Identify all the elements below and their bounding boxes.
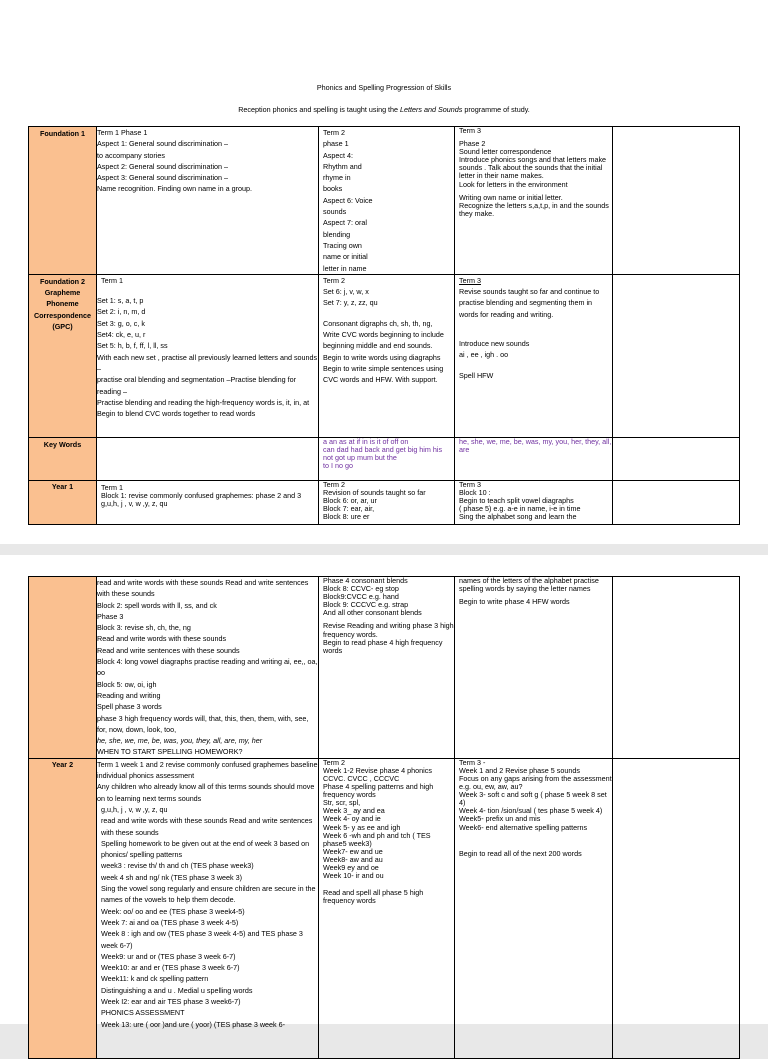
y1c-caps: WHEN TO START SPELLING HOMEWORK? [97, 747, 243, 757]
cell-year2-term1 [97, 758, 319, 1058]
cell-foundation2-term2 [319, 274, 455, 437]
text-line: read and write words with these sounds Read and write sentences with these sounds [101, 816, 313, 837]
text-line: a an as at if in is it of off on [323, 436, 409, 446]
text-line: Introduce phonics songs and that letters make sounds . Talk about the sounds that the initial letter in their name makes. [459, 155, 607, 181]
text-line: Block 2: spell words with ll, ss, and ck [97, 600, 217, 610]
text-line: Week 10- ir and ou [323, 871, 384, 881]
text-line: Set 3: g, o, c, k [97, 318, 145, 328]
text-line: Week 13: ure ( oor )and ure ( yoor) (TES phase 3 week 6- [101, 1019, 286, 1029]
text-line: rhyme in [323, 173, 351, 183]
cell-year1c-term1 [97, 577, 319, 759]
text-line: Revise Reading and writing phase 3 high frequency words. [323, 621, 454, 639]
text-line: name or initial [323, 252, 368, 262]
cell-year1-term2 [319, 480, 455, 524]
y2-term3-b: Begin to read all of the next 200 words [459, 848, 582, 858]
row-label-year2 [29, 758, 97, 1058]
row-label-year1-continued [29, 577, 97, 759]
text-line: Week5- prefix un and mis [459, 814, 541, 824]
cell-keywords-term3 [455, 437, 613, 480]
text-line: Week9 ey and oe [323, 862, 379, 872]
document-title: Phonics and Spelling Progression of Skills [316, 83, 452, 92]
text-line: letter in name [323, 263, 367, 273]
cell-year1-extra [613, 480, 740, 524]
text-line: Week7- ew and ue [323, 846, 383, 856]
text-line: ( phase 5) e.g. a-e in name, i-e in time [459, 504, 581, 514]
text-line: Block 5: ow, oi, igh [97, 679, 157, 689]
text-line: Set 6: j, v, w, x [323, 287, 369, 297]
intro-text-before: Reception phonics and spelling is taught using the [238, 105, 401, 114]
cell-year2-extra [613, 758, 740, 1058]
text-line: Week8- aw and au [323, 854, 383, 864]
document-page-2 [0, 555, 768, 1029]
text-line: Aspect 3: General sound discrimination – [97, 173, 229, 183]
text-line: Look for letters in the environment [459, 179, 568, 189]
cell-foundation2-extra [613, 274, 740, 437]
text-line: Sing the alphabet song and learn the [459, 512, 577, 522]
y1c-italic-words: he, she, we, me, be, was, you, they, all, are, my, her [97, 736, 263, 746]
cell-year1-term3 [455, 480, 613, 524]
text-line: Term 1 [101, 482, 123, 492]
text-line: Any children who already know all of this terms sounds should move on to learning next terms sounds [97, 782, 315, 803]
text-line: Week 3- soft c and soft g ( phase 5 week 8 set 4) [459, 790, 607, 808]
f1t3-heading: Term 3 [459, 126, 481, 135]
text-line: Recognize the letters s,a,t,p, in and the sounds they make. [459, 200, 609, 218]
text-line: Distinguishing a and u . Medial u spelling words [101, 985, 253, 995]
cell-foundation1-term3 [455, 127, 613, 275]
text-line: Block 6: or, ar, ur [323, 496, 377, 506]
text-line: CCVC. CVCC , CCCVC [323, 773, 400, 783]
text-line: Week 3_ ay and ea [323, 806, 385, 816]
text-line: Set 2: i, n, m, d [97, 307, 146, 317]
text-line: Term 1 Phase 1 [97, 128, 148, 137]
text-line: Block9:CVCC e.g. hand [323, 592, 399, 602]
row-label-text: Key Words [43, 439, 82, 449]
row-label-keywords [29, 437, 97, 480]
text-line: Begin to teach split vowel diagraphs [459, 496, 574, 506]
text-line: Rhythm and [323, 161, 362, 171]
text-line: phase 1 [323, 139, 349, 149]
text-line: Week 1 and 2 Revise phase 5 sounds [459, 765, 580, 775]
text-line: Phase 4 spelling patterns and high frequency words [323, 782, 434, 800]
text-line: Term 3 [459, 479, 481, 489]
text-line: Block 9: CCCVC e.g. strap [323, 600, 409, 610]
text-line: g,u,h, j , v, w ,y, z, qu [101, 499, 168, 509]
progression-table [28, 126, 740, 525]
text-line: Week10: ar and er (TES phase 3 week 6-7) [101, 963, 240, 973]
text-line: Str, scr, spl, [323, 798, 361, 808]
text-line: Tracing own [323, 240, 362, 250]
text-line: Phase 3 [97, 611, 124, 621]
cell-year1c-extra [613, 577, 740, 759]
text-line: Aspect 4: [323, 150, 353, 160]
text-line: Block 8: CCVC- eg stop [323, 584, 399, 594]
text-line: Week11: k and ck spelling pattern [101, 974, 209, 984]
cell-year1c-term2 [319, 577, 455, 759]
f2t3-heading: Term 3 [459, 275, 481, 285]
text-line: books [323, 184, 343, 194]
text-line: Term 1 week 1 and 2 revise commonly confused graphemes baseline individual phonics assessment [97, 759, 318, 781]
text-line: Week9: ur and or (TES phase 3 week 6-7) [101, 951, 236, 961]
row-label-text: Year 1 [51, 481, 74, 491]
text-line: phase 3 high frequency words will, that, this, then, them, with, see, for, now, down, look, too, [97, 713, 309, 734]
text-line: Phase 4 consonant blends [323, 576, 408, 585]
text-line: Sing the vowel song regularly and ensure children are secure in the names of the vowels to help them decode. [101, 884, 316, 905]
cell-year1c-term3 [455, 577, 613, 759]
text-line: Week 4- tion /sion/sual ( tes phase 5 week 4) [459, 806, 603, 816]
cell-keywords-term1 [97, 437, 319, 480]
row-label-text: Foundation 2 Grapheme Phoneme Correspondence (GPC) [33, 276, 92, 332]
text-line: Aspect 6: Voice [323, 195, 373, 205]
intro-text-after: programme of study. [462, 105, 530, 114]
text-line: Read and write sentences with these sounds [97, 645, 240, 655]
text-line: Week 5- y as ee and igh [323, 822, 401, 832]
text-line: Revision of sounds taught so far [323, 487, 426, 497]
text-line: Sound letter correspondence [459, 147, 552, 157]
f2t2-heading: Term 2 [323, 275, 345, 285]
text-line: Week I2: ear and air TES phase 3 week6-7) [101, 996, 241, 1006]
text-line: week 4 sh and ng/ nk (TES phase 3 week 3) [101, 872, 243, 882]
text-line: not got up mum but the [323, 453, 397, 463]
text-line: And all other consonant blends [323, 608, 422, 618]
text-line: names of the letters of the alphabet practise spelling words by saying the letter names [459, 576, 599, 594]
text-line: Aspect 2: General sound discrimination – [97, 161, 229, 171]
text-line: to I no go [323, 461, 353, 471]
cell-foundation1-extra [613, 127, 740, 275]
cell-year2-term2 [319, 758, 455, 1058]
text-line: ai , ee , igh . oo [459, 350, 509, 360]
y1c-term3-b: Begin to write phase 4 HFW words [459, 597, 570, 607]
text-line: Block 8: ure er [323, 512, 370, 522]
text-line: Begin to write simple sentences using CVC words and HFW. With support. [323, 363, 444, 385]
row-label-text: Year 2 [51, 759, 74, 769]
table-row-year1-continued [29, 577, 740, 759]
intro-text-italic: Letters and Sounds [400, 105, 463, 114]
text-line: Term 2 [323, 479, 345, 489]
cell-foundation1-term1 [97, 127, 319, 275]
text-line: With each new set , practise all previously learned letters and sounds – [97, 352, 318, 373]
text-line: Writing own name or initial letter. [459, 192, 563, 202]
cell-foundation2-term1 [97, 274, 319, 437]
text-line: Week 4- oy and ie [323, 814, 381, 824]
f2t1-heading: Term 1 [101, 275, 123, 285]
text-line: week3 : revise th/ th and ch (TES phase week3) [101, 861, 254, 871]
f2t3-spell: Spell HFW [459, 370, 494, 380]
text-line: Read and write words with these sounds [97, 634, 227, 644]
text-line: Focus on any gaps arising from the assessment e.g. ou, ew, aw, au? [459, 773, 612, 792]
row-label-foundation1 [29, 127, 97, 275]
text-line: Begin to blend CVC words together to read words [97, 409, 256, 419]
cell-year2-term3 [455, 758, 613, 1058]
text-line: Block 4: long vowel diagraphs practise reading and writing ai, ee,, oa, oo [97, 657, 318, 678]
text-line: Block 3: revise sh, ch, the, ng [97, 623, 191, 633]
text-line: Week 6 -wh and ph and tch ( TES phase5 week3) [323, 830, 431, 848]
row-label-foundation2 [29, 274, 97, 437]
kw-term3-text: he, she, we, me, be, was, my, you, her, they, all, are [459, 436, 612, 454]
table-row-foundation1 [29, 127, 740, 275]
table-row-keywords [29, 437, 740, 480]
table-row-foundation2 [29, 274, 740, 437]
text-line: g,u,h, j , v, w ,y, z, qu [101, 804, 168, 814]
text-line: Begin to write words using diagraphs [323, 352, 441, 362]
text-line: Introduce new sounds [459, 339, 530, 349]
text-line: Reading and writing [97, 690, 161, 700]
cell-keywords-extra [613, 437, 740, 480]
text-line: Begin to read phase 4 high frequency words [323, 637, 443, 655]
text-line: practise oral blending and segmentation –Practise blending for reading – [97, 375, 296, 396]
text-line: Week 8 : igh and ow (TES phase 3 week 4-5) and TES phase 3 week 6-7) [101, 929, 303, 950]
text-line: Revise sounds taught so far and continue to practise blending and segmenting them in words for reading and writing. [459, 287, 600, 319]
table-row-year2 [29, 758, 740, 1058]
cell-year1-term1 [97, 480, 319, 524]
f1t3-phase: Phase 2 [459, 139, 486, 149]
text-line: Term 2 [323, 128, 345, 137]
text-line: to accompany stories [97, 150, 165, 160]
text-line: Week6- end alternative spelling patterns [459, 822, 588, 832]
cell-keywords-term2 [319, 437, 455, 480]
document-intro [0, 105, 768, 114]
text-line: Spelling homework to be given out at the end of week 3 based on phonics/ spelling patterns [101, 838, 310, 860]
text-line: Set 5: h, b, f, ff, l, ll, ss [97, 341, 168, 351]
text-line: Week: oo/ oo and ee (TES phase 3 week4-5) [101, 906, 245, 916]
text-line: Block 1: revise commonly confused graphemes: phase 2 and 3 [101, 490, 302, 500]
cell-foundation1-term2 [319, 127, 455, 275]
text-line: Term 3 - [459, 757, 486, 767]
text-line: Practise blending and reading the high-frequency words is, it, in, at [97, 397, 310, 407]
row-label-year1 [29, 480, 97, 524]
text-line: Set 7: y, z, zz, qu [323, 298, 378, 308]
text-line: Set4: ck, e, u, r [97, 330, 146, 340]
text-line: Block 10 : [459, 487, 491, 497]
text-line: read and write words with these sounds Read and write sentences with these sounds [97, 578, 309, 599]
table-row-year1 [29, 480, 740, 524]
text-line: Set 1: s, a, t, p [97, 296, 144, 306]
text-line: Aspect 1: General sound discrimination – [97, 139, 229, 149]
text-line: PHONICS ASSESSMENT [101, 1008, 185, 1018]
text-line: Name recognition. Finding own name in a group. [97, 184, 253, 194]
text-line: Consonant digraphs ch, sh, th, ng, [323, 318, 433, 328]
text-line: can dad had back and get big him his [323, 444, 443, 454]
text-line: Week 1-2 Revise phase 4 phonics [323, 765, 432, 775]
text-line: Week 7: ai and oa (TES phase 3 week 4-5) [101, 917, 239, 927]
text-line: Write CVC words beginning to include beginning middle and end sounds. [323, 330, 444, 351]
y2-term2-b: Read and spell all phase 5 high frequency words [323, 888, 424, 906]
text-line: Block 7: ear, air, [323, 504, 375, 514]
progression-table-continued [28, 576, 740, 1059]
text-line: Spell phase 3 words [97, 702, 162, 712]
cell-foundation2-term3 [455, 274, 613, 437]
text-line: blending [323, 229, 351, 239]
text-line: Term 2 [323, 757, 345, 767]
text-line: Aspect 7: oral [323, 218, 367, 228]
text-line: sounds [323, 207, 347, 217]
row-label-text: Foundation 1 [39, 129, 86, 138]
